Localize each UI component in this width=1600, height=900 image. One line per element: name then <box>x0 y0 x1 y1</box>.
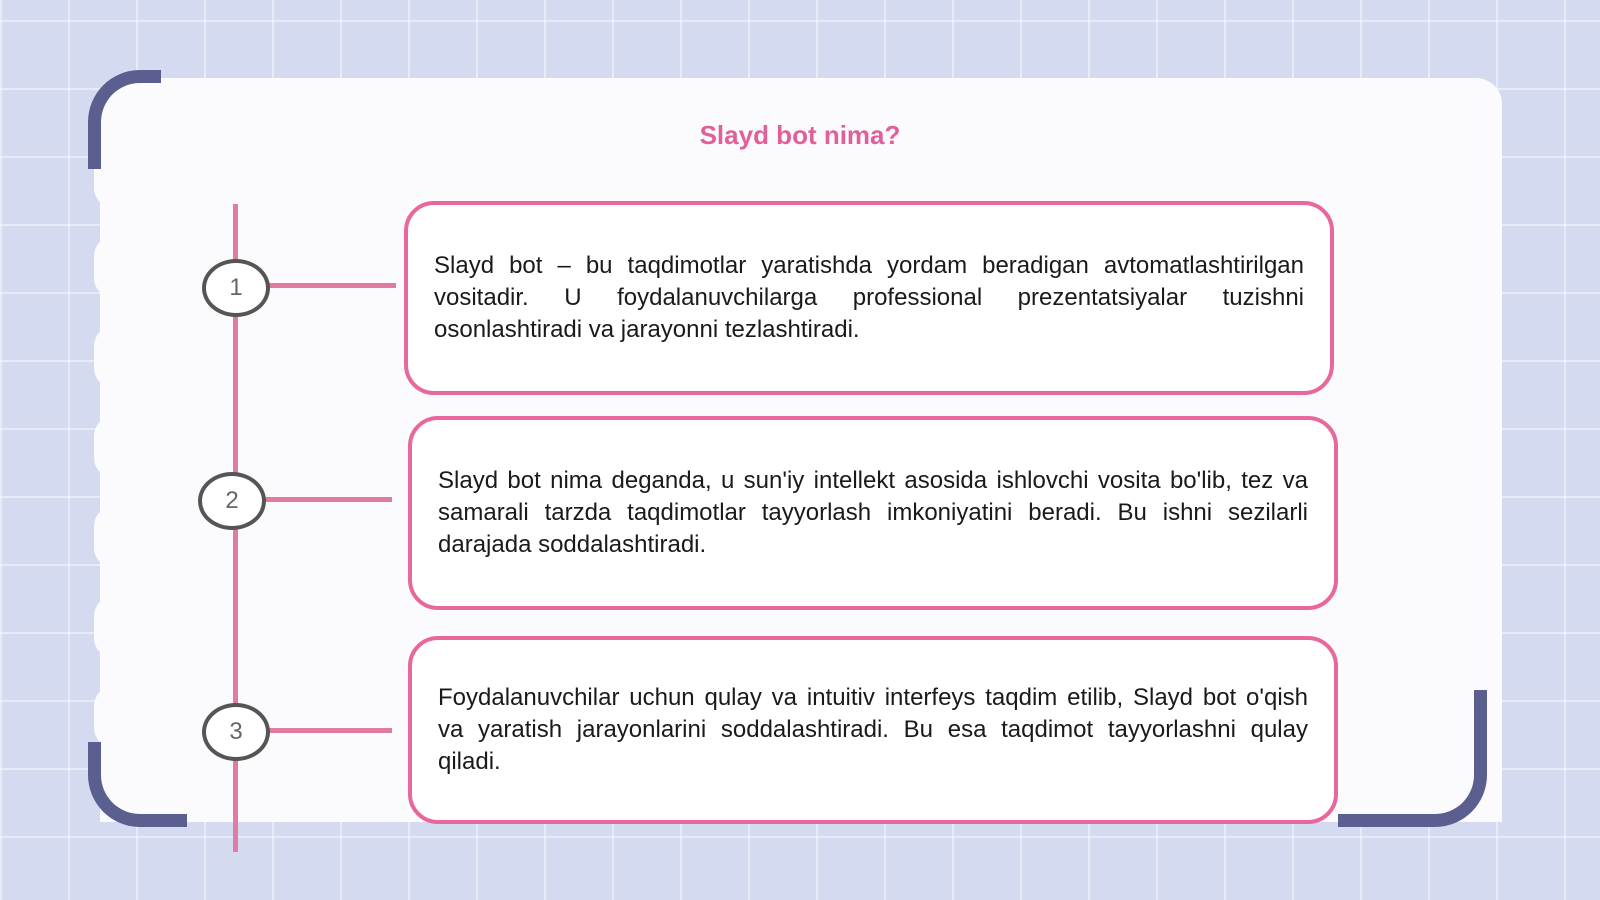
info-card-text: Slayd bot nima deganda, u sun'iy intellekt asosida ishlovchi vosita bo'lib, tez va samarali tarzda taqdimotlar tayyorlash imkoniyatini beradi. Bu ishni sezilarli darajada soddalashtiradi. <box>438 467 1308 558</box>
slide-title: Slayd bot nima? <box>699 120 901 150</box>
timeline-connector-2 <box>262 497 392 502</box>
paper-tab <box>94 416 134 478</box>
info-card-2 <box>408 416 1338 610</box>
step-number-1: 1 <box>202 259 270 317</box>
timeline-connector-1 <box>266 283 396 288</box>
timeline-connector-3 <box>266 728 392 733</box>
info-card-1 <box>404 201 1334 395</box>
step-number-3: 3 <box>202 703 270 761</box>
info-card-text: Foydalanuvchilar uchun qulay va intuitiv interfeys taqdim etilib, Slayd bot o'qish va yaratish jarayonlarini soddalashtiradi. Bu esa taqdimot tayyorlashni qulay qiladi. <box>438 684 1308 775</box>
info-card-text: Slayd bot – bu taqdimotlar yaratishda yordam beradigan avtomatlashtirilgan vositadir. U foydalanuvchilarga professional prezentatsiyalar tuzishni osonlashtiradi va jarayonni tezlashtiradi. <box>434 252 1304 343</box>
paper-tab <box>94 326 134 388</box>
paper-tab <box>94 506 134 568</box>
info-card-3 <box>408 636 1338 824</box>
corner-bracket-bottom-right <box>1338 690 1487 827</box>
step-number-2: 2 <box>198 472 266 530</box>
paper-tab <box>94 236 134 298</box>
paper-tab <box>94 596 134 658</box>
paper-tab <box>94 686 134 748</box>
